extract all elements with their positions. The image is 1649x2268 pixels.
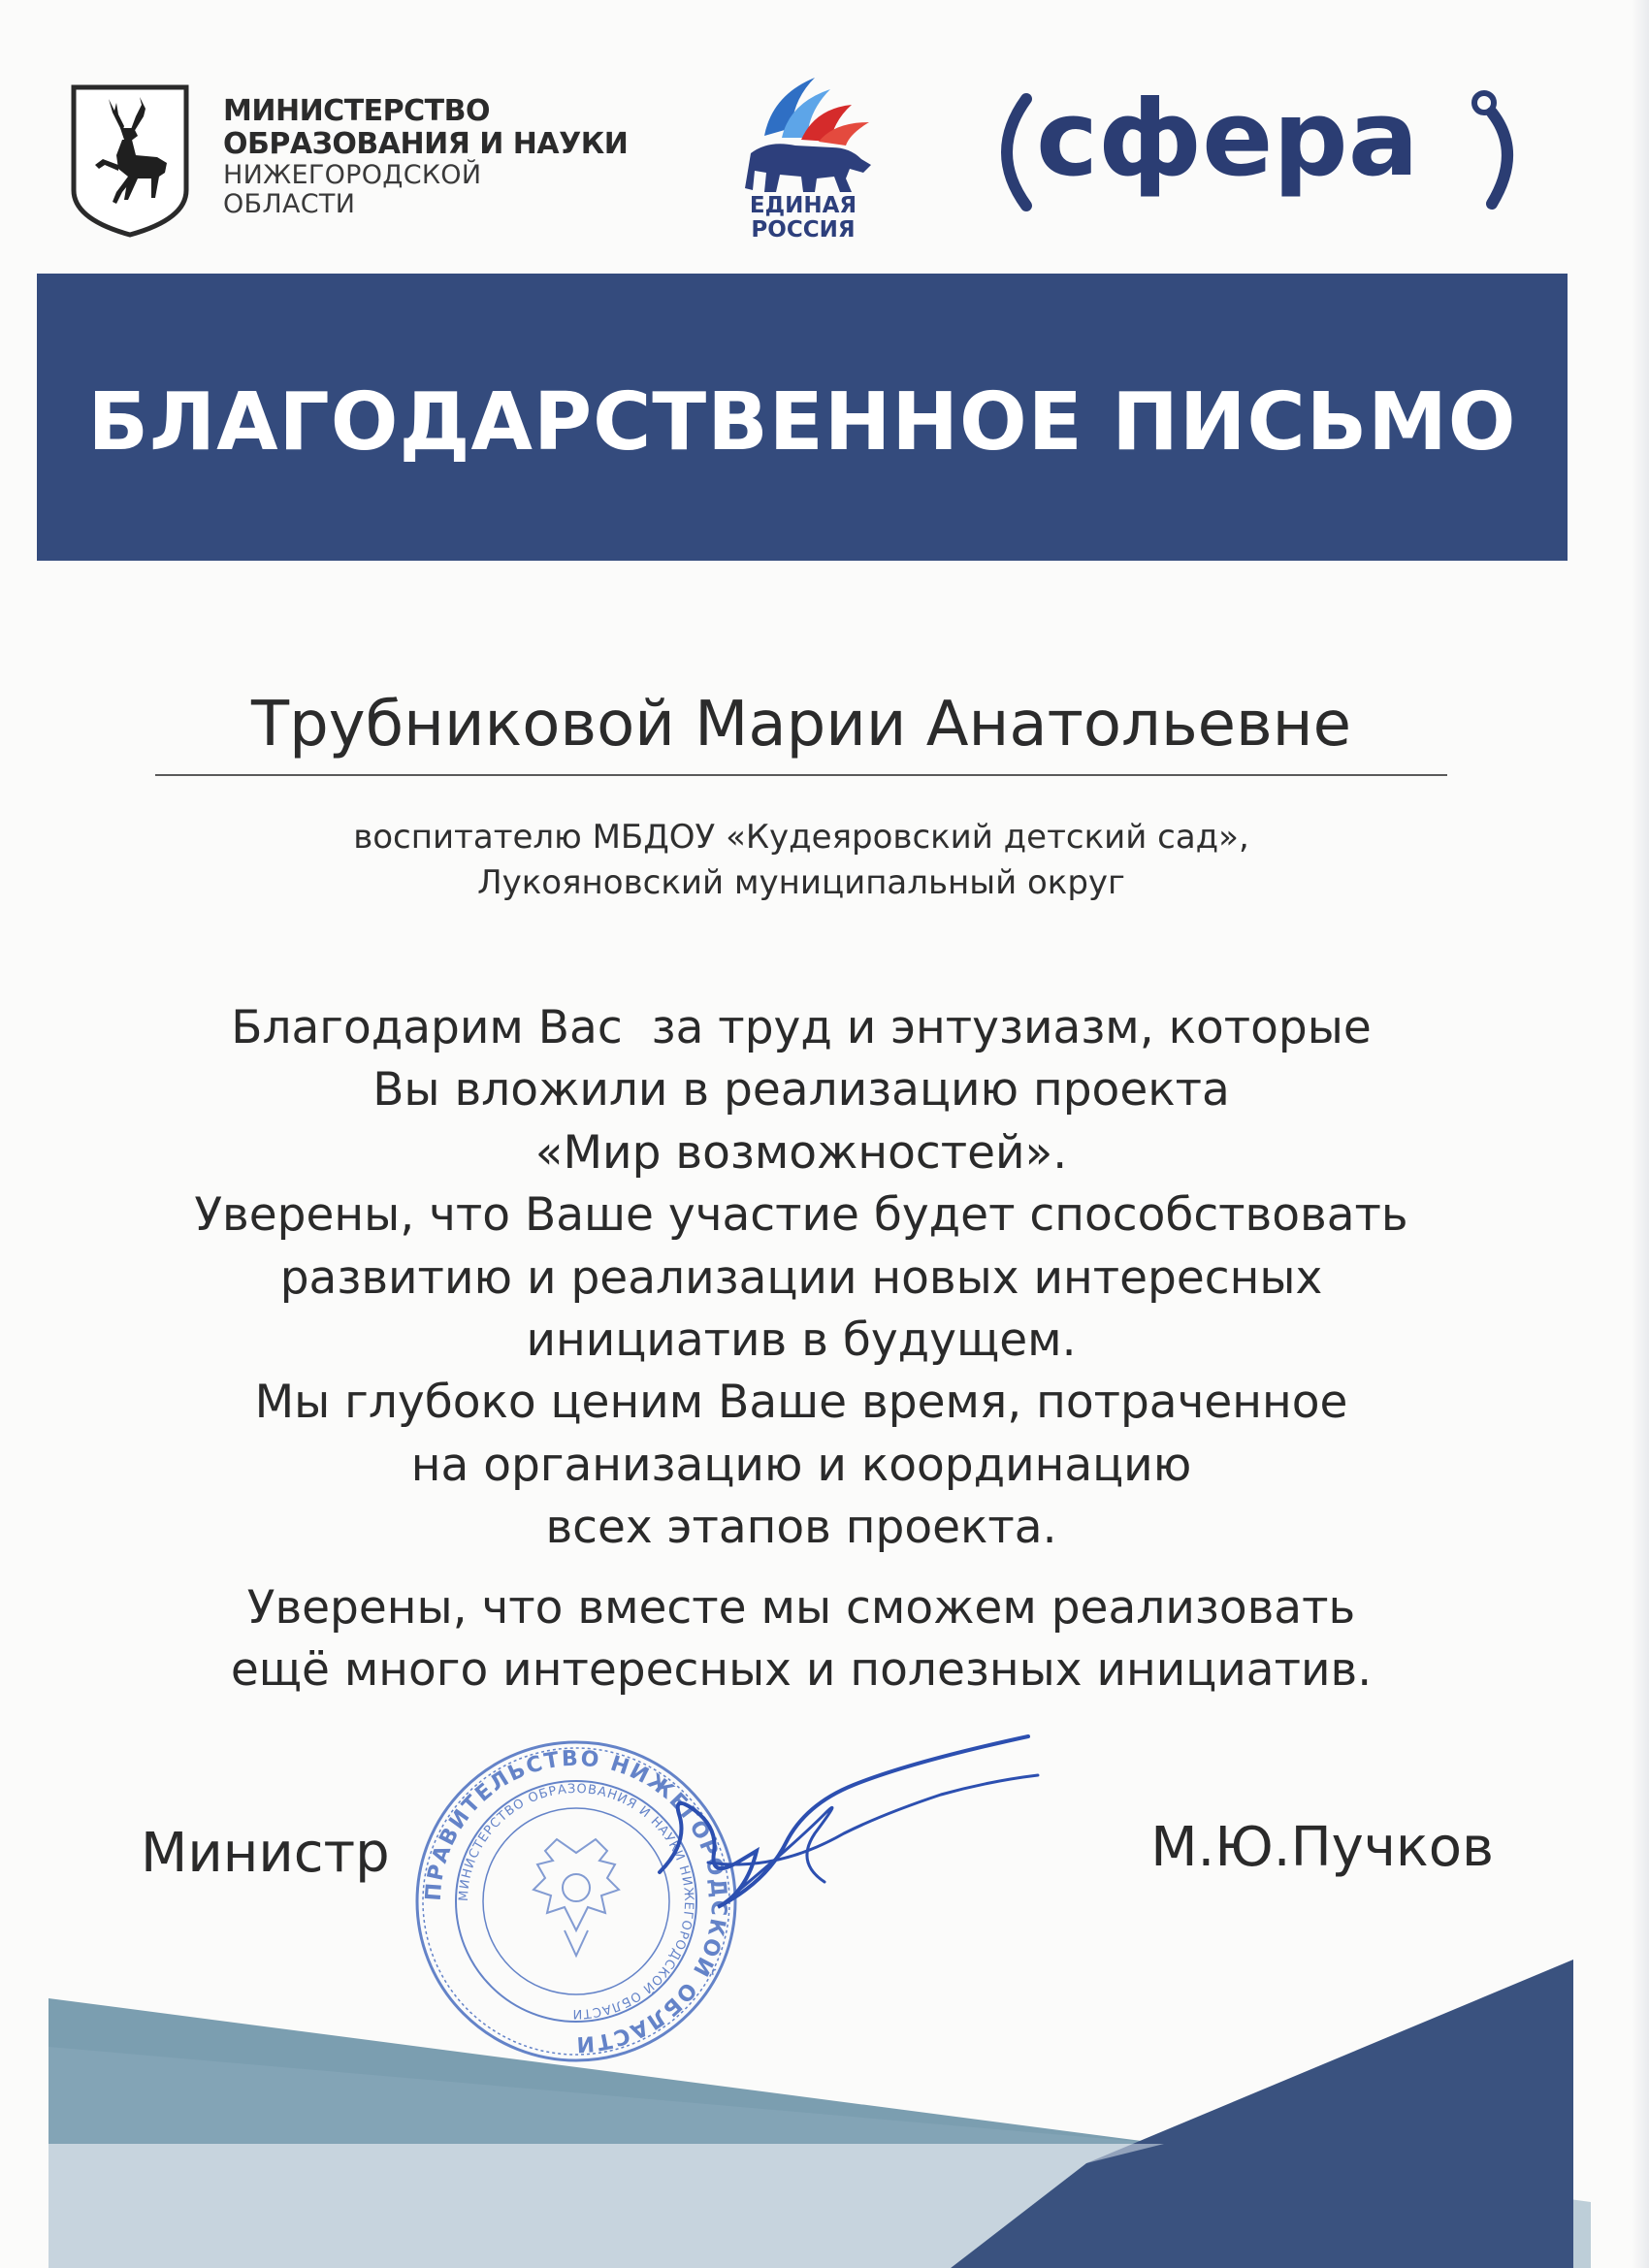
letter-closing — [155, 1577, 1447, 1702]
footer-decoration — [0, 1940, 1649, 2268]
closing-line-2: ещё много интересных и полезных инициатив. — [230, 1643, 1373, 1698]
body-line-1: Благодарим Вас за труд и энтузиазм, которые — [231, 1001, 1372, 1054]
body-line-6: инициатив в будущем. — [526, 1312, 1077, 1367]
body-line-7: Мы глубоко ценим Ваше время, потраченное — [254, 1376, 1348, 1430]
position-line-2: Лукояновский муниципальный округ — [477, 862, 1125, 902]
seal-outer-text: ПРАВИТЕЛЬСТВО НИЖЕГОРОДСКОЙ ОБЛАСТИ — [421, 1746, 731, 2057]
letter-body — [155, 997, 1447, 1559]
ministry-name — [223, 95, 628, 220]
seal-inner-text: МИНИСТЕРСТВО ОБРАЗОВАНИЯ И НАУКИ НИЖЕГОРОДСКОЙ ОБЛАСТИ — [456, 1781, 696, 2022]
handwritten-signature — [621, 1727, 1048, 1930]
er-line-1: ЕДИНАЯ — [749, 193, 857, 218]
body-line-2: Вы вложили в реализацию проекта — [372, 1063, 1230, 1118]
body-line-9: всех этапов проекта. — [545, 1501, 1057, 1554]
ministry-line-4: ОБЛАСТИ — [223, 189, 356, 220]
recipient-position — [155, 815, 1447, 906]
sfera-logo-text: сфера — [1036, 79, 1419, 200]
position-line-1: воспитателю МБДОУ «Кудеяровский детский сад», — [353, 818, 1249, 857]
signer-role: Министр — [141, 1822, 390, 1885]
document-title: БЛАГОДАРСТВЕННОЕ ПИСЬМО — [87, 375, 1517, 469]
signer-name: М.Ю.Пучков — [1150, 1816, 1494, 1879]
recipient-underline — [155, 774, 1447, 776]
ministry-line-1: МИНИСТЕРСТВО — [223, 94, 490, 128]
body-line-5: развитию и реализации новых интересных — [279, 1250, 1323, 1305]
body-line-8: на организацию и координацию — [410, 1438, 1192, 1492]
united-russia-wordmark — [726, 194, 881, 243]
ministry-line-3: НИЖЕГОРОДСКОЙ — [223, 159, 482, 190]
er-line-2: РОССИЯ — [751, 216, 856, 243]
page-edge — [1632, 0, 1649, 2268]
body-line-3: «Мир возможностей». — [534, 1125, 1068, 1180]
title-banner — [37, 274, 1568, 561]
recipient-name: Трубниковой Марии Анатольевне — [251, 689, 1351, 761]
closing-line-1: Уверены, что вместе мы сможем реализовать — [246, 1581, 1356, 1635]
body-line-4: Уверены, что Ваше участие будет способствовать — [194, 1188, 1408, 1243]
coat-of-arms-icon — [70, 83, 190, 239]
ministry-line-2: ОБРАЗОВАНИЯ И НАУКИ — [223, 126, 629, 161]
